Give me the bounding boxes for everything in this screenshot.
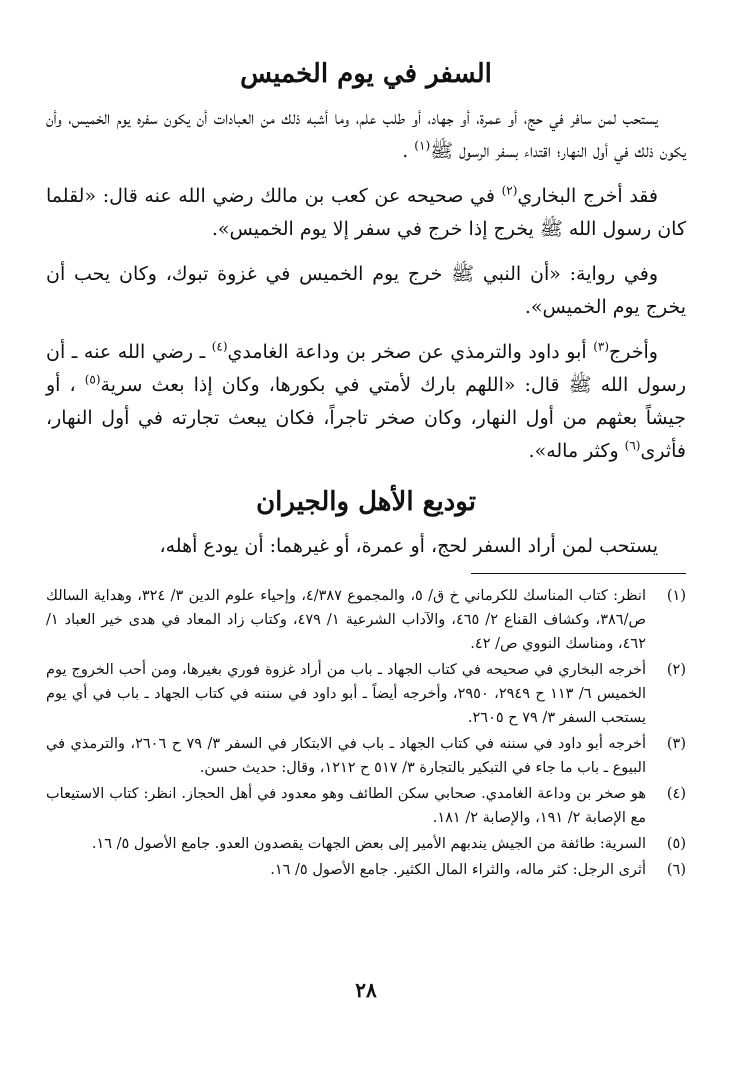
paragraph-4 (46, 336, 686, 468)
footnote-ref-5: (٥) (84, 372, 101, 387)
footnote-text: هو صخر بن وداعة الغامدي. صحابي سكن الطائف وهو معدود في أهل الحجاز. انظر: كتاب الاستيعاب مع الإصابة ٢/ ١٩١، والإصابة ٢/ ١٨١. (46, 786, 646, 826)
paragraph-4-text-e: وكثر ماله». (528, 440, 625, 462)
footnote-text: أثرى الرجل: كثر ماله، والثراء المال الكثير. جامع الأصول ٥/ ١٦. (270, 862, 646, 878)
section-heading-farewell: توديع الأهل والجيران (256, 487, 476, 517)
paragraph-5 (46, 530, 686, 563)
footnote-ref-6: (٦) (624, 438, 641, 453)
footnote-text: السرية: طائفة من الجيش يندبهم الأمير إلى بعض الجهات يقصدون العدو. جامع الأصول ٥/ ١٦. (91, 836, 646, 852)
footnote-number: (٢) (666, 662, 686, 678)
paragraph-4-text-b: أبو داود والترمذي عن صخر بن وداعة الغامدي (227, 341, 594, 363)
paragraph-5-text: يستحب لمن أراد السفر لحج، أو عمرة، أو غيرهما: أن يودع أهله، (159, 535, 658, 557)
footnote-number: (٥) (666, 836, 686, 852)
footnote-separator (471, 573, 686, 574)
paragraph-4-text-d: ، أو جيشاً بعثهم من أول النهار، وكان صخر تاجراً، فكان يبعث تجارته في أول النهار، فأثرى (46, 374, 686, 462)
footnote-ref-1: (١) (414, 138, 431, 153)
footnote-number: (١) (666, 588, 686, 604)
footnote-separator-wrap (46, 573, 686, 574)
paragraph-4-text-a: وأخرج (609, 341, 658, 363)
footnote-2 (46, 658, 686, 730)
footnote-ref-3: (٣) (593, 339, 610, 354)
paragraph-4-text-c: ـ رضي الله عنه ـ أن رسول الله ﷺ قال: «اللهم بارك لأمتي في بكورها، وكان إذا بعث سرية (46, 341, 686, 396)
paragraph-3-text: وفي رواية: «أن النبي ﷺ خرج يوم الخميس في غزوة تبوك، وكان يحب أن يخرج يوم الخميس». (46, 263, 686, 318)
footnote-ref-4: (٤) (211, 339, 228, 354)
footnote-ref-2: (٢) (501, 183, 518, 198)
footnote-number: (٣) (666, 736, 686, 752)
paragraph-2-text-b: في صحيحه عن كعب بن مالك رضي الله عنه قال: «لقلما كان رسول الله ﷺ يخرج إذا خرج في سفر إلا يوم الخميس». (46, 185, 686, 240)
footnote-3 (46, 732, 686, 780)
footnote-number: (٤) (666, 786, 686, 802)
footnote-6 (46, 858, 686, 882)
paragraph-3 (46, 258, 686, 324)
page-number: ٢٨ (355, 978, 377, 1002)
paragraph-1 (46, 102, 686, 168)
paragraph-2-text-a: فقد أخرج البخاري (517, 185, 658, 207)
footnote-text: أخرجه أبو داود في سننه في كتاب الجهاد ـ باب في الابتكار في السفر ٣/ ٧٩ ح ٢٦٠٦، والترمذي في البيوع ـ باب ما جاء في التبكير بالتجارة ٣/ ٥١٧ ح ١٢١٢، وقال: حديث حسن. (46, 736, 647, 776)
book-page (46, 40, 686, 1050)
section-heading-thursday-travel: السفر في يوم الخميس (240, 59, 492, 89)
footnote-4 (46, 782, 686, 830)
footnote-text: انظر: كتاب المناسك للكرماني خ ق/ ٥، والمجموع ٤/٣٨٧، وإحياء علوم الدين ٣/ ٣٢٤، وهداية السالك ص/٣٨٦، وكشاف القناع ٢/ ٤٦٥، والآداب الشرعية ١/ ٤٧٩، وكتاب زاد المعاد في هدى خير العباد ١/ ٤٦٢، ومناسك النووي ص/ ٤٢. (46, 588, 647, 652)
footnote-1 (46, 584, 686, 656)
paragraph-2 (46, 180, 686, 246)
paragraph-1-end: . (402, 140, 415, 162)
paragraph-1-text: يستحب لمن سافر في حج، أو عمرة، أو جهاد، أو طلب علم، وما أشبه ذلك من العبادات أن يكون سفره يوم الخميس، وأن يكون ذلك في أول النهار؛ اقتداء بسفر الرسول ﷺ (46, 107, 686, 162)
footnote-5 (46, 832, 686, 856)
footnote-number: (٦) (666, 862, 686, 878)
footnote-text: أخرجه البخاري في صحيحه في كتاب الجهاد ـ باب من أراد غزوة فوري بغيرها، ومن أحب الخروج يوم الخميس ٦/ ١١٣ ح ٢٩٤٩، ٢٩٥٠، وأخرجه أيضاً ـ أبو داود في سننه في كتاب الجهاد ـ باب في أي يوم يستحب السفر ٣/ ٧٩ ح ٢٦٠٥. (46, 662, 646, 726)
footnotes (46, 584, 686, 882)
